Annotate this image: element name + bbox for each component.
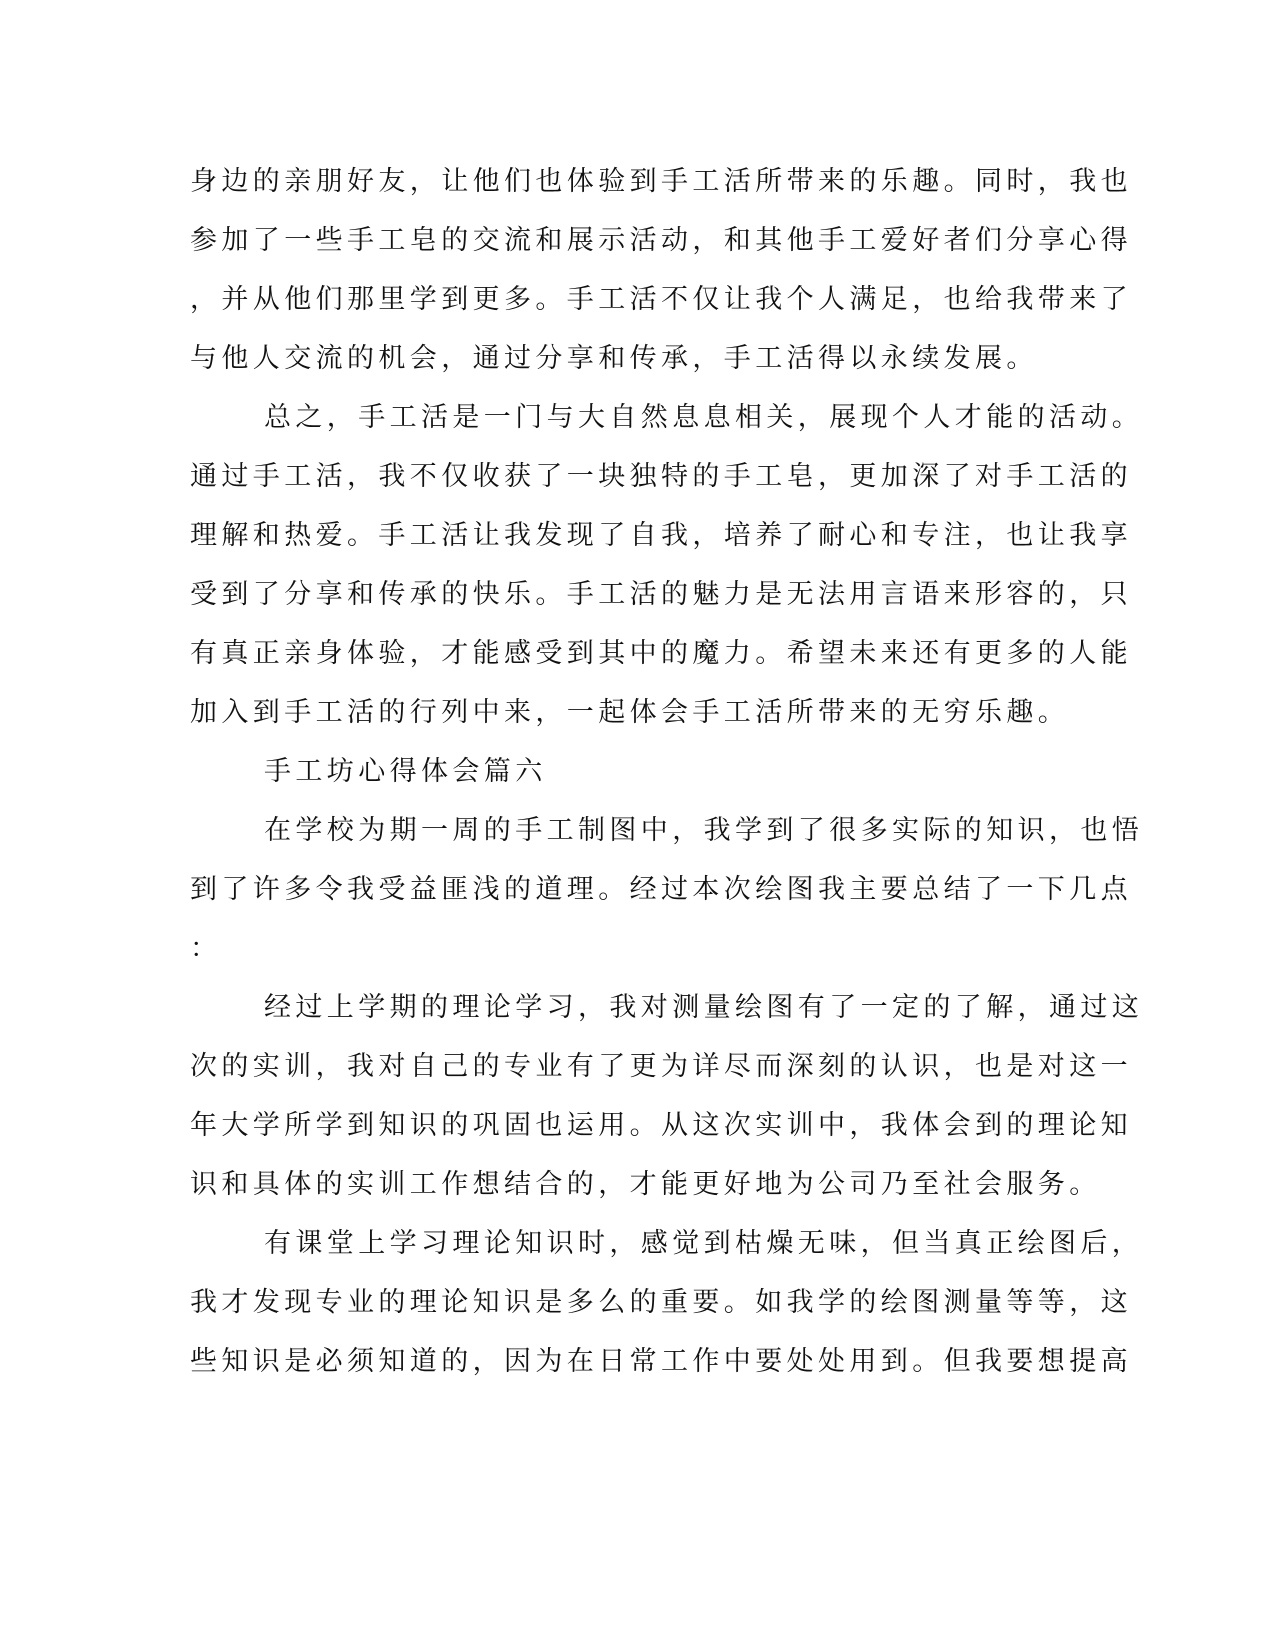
- text-line: 有真正亲身体验，才能感受到其中的魔力。希望未来还有更多的人能: [190, 638, 1132, 669]
- text-line: 我才发现专业的理论知识是多么的重要。如我学的绘图测量等等，这: [190, 1287, 1132, 1318]
- text-line: 年大学所学到知识的巩固也运用。从这次实训中，我体会到的理论知: [190, 1110, 1132, 1141]
- text-line: 参加了一些手工皂的交流和展示活动，和其他手工爱好者们分享心得: [190, 225, 1132, 256]
- text-line: ，并从他们那里学到更多。手工活不仅让我个人满足，也给我带来了: [190, 284, 1132, 315]
- text-line: 通过手工活，我不仅收获了一块独特的手工皂，更加深了对手工活的: [190, 461, 1132, 492]
- paragraph-first-line: 总之，手工活是一门与大自然息息相关，展现个人才能的活动。: [264, 402, 1144, 433]
- text-line: 理解和热爱。手工活让我发现了自我，培养了耐心和专注，也让我享: [190, 520, 1132, 551]
- text-line: 身边的亲朋好友，让他们也体验到手工活所带来的乐趣。同时，我也: [190, 166, 1132, 197]
- section-heading: 手工坊心得体会篇六: [264, 756, 547, 787]
- text-line: 识和具体的实训工作想结合的，才能更好地为公司乃至社会服务。: [190, 1169, 1101, 1200]
- paragraph-first-line: 在学校为期一周的手工制图中，我学到了很多实际的知识，也悟: [264, 815, 1144, 846]
- text-line: ：: [190, 933, 222, 964]
- paragraph-first-line: 有课堂上学习理论知识时，感觉到枯燥无味，但当真正绘图后，: [264, 1228, 1144, 1259]
- text-line: 次的实训，我对自己的专业有了更为详尽而深刻的认识，也是对这一: [190, 1051, 1132, 1082]
- text-line: 些知识是必须知道的，因为在日常工作中要处处用到。但我要想提高: [190, 1346, 1132, 1377]
- text-line: 与他人交流的机会，通过分享和传承，手工活得以永续发展。: [190, 343, 1038, 374]
- text-line: 加入到手工活的行列中来，一起体会手工活所带来的无穷乐趣。: [190, 697, 1070, 728]
- paragraph-first-line: 经过上学期的理论学习，我对测量绘图有了一定的了解，通过这: [264, 992, 1144, 1023]
- text-line: 到了许多令我受益匪浅的道理。经过本次绘图我主要总结了一下几点: [190, 874, 1132, 905]
- text-line: 受到了分享和传承的快乐。手工活的魅力是无法用言语来形容的，只: [190, 579, 1132, 610]
